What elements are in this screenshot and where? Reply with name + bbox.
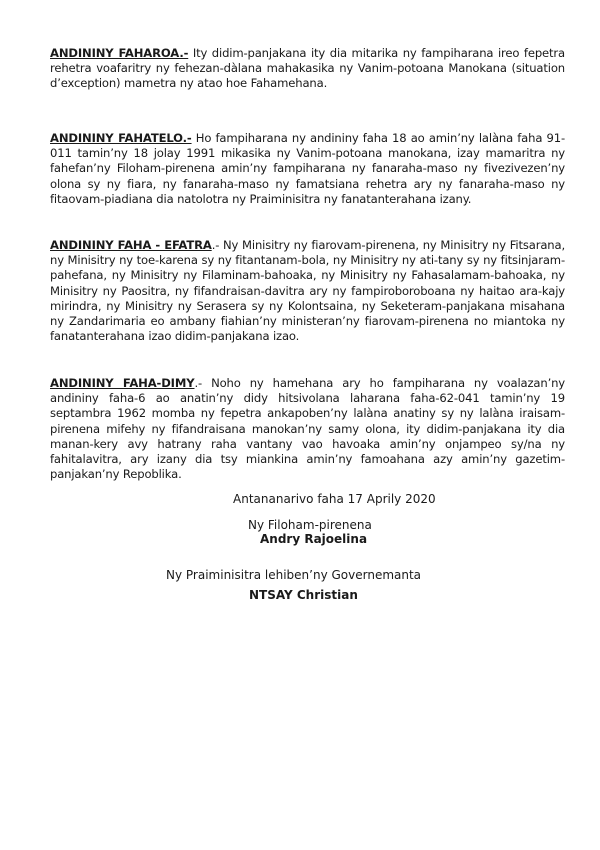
article-4-heading: ANDININY FAHA - EFATRA [50,238,212,252]
president-title: Ny Filoham-pirenena [248,518,372,532]
article-5-body: .- Noho ny hamehana ary ho fampiharana ny voalazan’ny andininy faha-6 ao anatin’ny didy hitsivolana laharana faha-62-041 tamin’ny 19 septambra 1962 momba ny fepetra ankapoben’ny lalàna anatiny sy ny lalàna iraisam-pirenena mifehy ny fifandraisana manokan’ny samy olona, ity didim-panjakana ity dia manan-kery avy hatrany raha vantany vao havoaka amin’ny onjampeo sy/na ny fahitalavitra, ary izany dia tsy miankina amin’ny famoahana azy amin’ny gazetim-panjakan’ny Repoblika. [50,376,566,482]
prime-minister-name: NTSAY Christian [249,588,358,602]
article-5 [50,376,565,482]
president-name: Andry Rajoelina [260,532,368,546]
article-2-heading: ANDININY FAHAROA.- [50,46,189,60]
article-2-body: Ity didim-panjakana ity dia mitarika ny fampiharana ireo fepetra rehetra voafaritry ny fehezan-dàlana mahakasika ny Vanim-potoana Manokana (situation d’exception) mametra ny atao hoe Fahamehana. [50,46,565,91]
article-3-heading: ANDININY FAHATELO.- [50,131,192,145]
article-3-body: Ho fampiharana ny andininy faha 18 ao amin’ny lalàna faha 91-011 tamin’ny 18 jolay 1991 mikasika ny Vanim-potoana manokana, izay mamaritra ny fahefan’ny Filoham-pirenena amin’ny fampiharana ny fanaraha-maso ny fivezivezen’ny olona sy ny fiara, ny fanaraha-maso ny famatsiana rehetra ary ny fanaraha-maso ny fitaovam-piadiana dia natolotra ny Praiminisitra ny fanatanterahana izany. [50,131,565,206]
signature-place-date: Antananarivo faha 17 Aprily 2020 [233,492,436,506]
article-4-body: .- Ny Minisitry ny fiarovam-pirenena, ny Minisitry ny Fitsarana, ny Minisitry ny toe-karena sy ny fitantanam-bola, ny Minisitry ny ati-tany sy ny fitsinjaram-pahefana, ny Minisitry ny Filaminam-bahoaka, ny Minisitry ny Fahasalamam-bahoaka, ny Minisitry ny Paositra, ny fifandraisan-davitra ary ny fampiroboroboana ny haitao ara-kajy mirindra, ny Minisitry ny Serasera sy ny Kolontsaina, ny Seketeram-panjakana misahana ny Zandarimaria eo ambany fiahian’ny ministeran’ny fiarovam-pirenena no miantoka ny fanatanterahana izao didim-panjakana izao. [50,238,565,344]
prime-minister-title: Ny Praiminisitra lehiben’ny Governemanta [166,568,422,582]
article-2 [50,46,565,92]
article-3 [50,131,565,207]
article-4 [50,238,565,344]
article-5-heading: ANDININY FAHA-DIMY [50,376,195,390]
